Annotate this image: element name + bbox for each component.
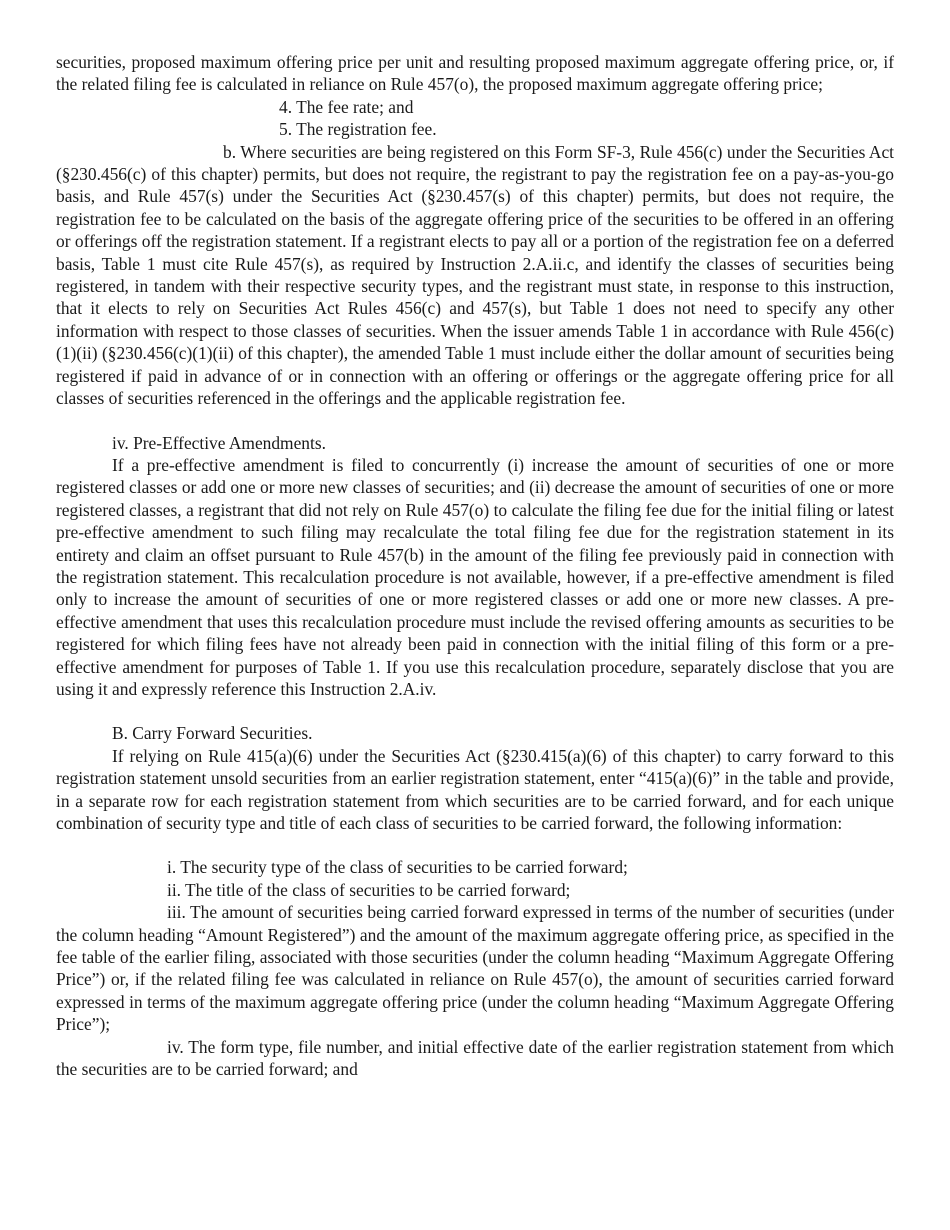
list-item-fee-rate: 4. The fee rate; and (279, 96, 414, 117)
sub-item-ii: ii. The title of the class of securities to be carried forward; (167, 879, 571, 900)
sub-item-iv: iv. The form type, file number, and initial effective date of the earlier registration statement from which the securities are to be carried forward; and (56, 1036, 894, 1080)
sub-item-i: i. The security type of the class of securities to be carried forward; (167, 857, 628, 878)
item-b-paragraph: b. Where securities are being registered on this Form SF-3, Rule 456(c) under the Securities Act (§230.456(c) of this chapter) permits, but does not require, the registrant to pay the registration fee on a pay-as-you-go basis, and Rule 457(s) under the Securities Act (§230.457(s) of this chapter) permits, but does not require, the registration fee to be calculated on the basis of the aggregate offering price of the securities to be offered in an offering or offerings off the registration statement. If a registrant elects to pay all or a portion of the registration fee on a deferred basis, Table 1 must cite Rule 457(s), as required by Instruction 2.A.ii.c, and identify the classes of securities being registered, in tandem with their respective security types, and the registrant must state, in response to this instruction, that it elects to rely on Securities Act Rules 456(c) and 457(s), but Table 1 does not need to specify any other information with respect to those classes of securities. When the issuer amends Table 1 in accordance with Rule 456(c)(1)(ii) (§230.456(c)(1)(ii) of this chapter), the amended Table 1 must include either the dollar amount of securities being registered if paid in advance of or in connection with an offering or offerings or the aggregate offering price for all classes of securities referenced in the offerings and the applicable registration fee. (56, 141, 894, 409)
intro-paragraph: securities, proposed maximum offering price per unit and resulting proposed maximum aggregate offering price, or, if the related filing fee is calculated in reliance on Rule 457(o), the proposed maximum aggregate offering price; (56, 52, 894, 95)
carry-forward-paragraph: If relying on Rule 415(a)(6) under the Securities Act (§230.415(a)(6) of this chapter) to carry forward to this registration statement unsold securities from an earlier registration statement, enter “415(a)(6)” in the table and provide, in a separate row for each registration statement from which securities are to be carried forward, and for each unique combination of security type and title of each class of securities to be carried forward, the following information: (56, 745, 894, 833)
heading-pre-effective-amendments: iv. Pre-Effective Amendments. (112, 432, 326, 453)
list-item-registration-fee: 5. The registration fee. (279, 119, 437, 140)
heading-carry-forward-securities: B. Carry Forward Securities. (112, 723, 313, 744)
document-body (56, 51, 894, 1080)
spacer (56, 410, 894, 432)
spacer (56, 700, 894, 722)
sub-item-iii: iii. The amount of securities being carried forward expressed in terms of the number of securities (under the column heading “Amount Registered”) and the amount of the maximum aggregate offering price, as specified in the fee table of the earlier filing, associated with those securities (under the column heading “Maximum Aggregate Offering Price”) or, if the related filing fee was calculated in reliance on Rule 457(o), the amount of securities carried forward expressed in terms of the maximum aggregate offering price (under the column heading “Maximum Aggregate Offering Price”); (56, 902, 894, 1035)
pre-effective-amendments-paragraph: If a pre-effective amendment is filed to concurrently (i) increase the amount of securities of one or more registered classes or add one or more new classes of securities; and (ii) decrease the amount of securities of one or more registered classes, a registrant that did not rely on Rule 457(o) to calculate the filing fee due for the initial filing or latest pre-effective amendment to such filing may recalculate the total filing fee due for the registration statement in its entirety and claim an offset pursuant to Rule 457(b) in the amount of the filing fee previously paid in connection with the registration statement. This recalculation procedure is not available, however, if a pre-effective amendment is filed only to increase the amount of securities of one or more registered classes or add one or more new classes. A pre-effective amendment that uses this recalculation procedure must include the revised offering amounts as securities to be registered for which filing fees have not already been paid in connection with the initial filing of this form or a pre-effective amendment for purposes of Table 1. If you use this recalculation procedure, separately disclose that you are using it and expressly reference this Instruction 2.A.iv. (56, 454, 894, 699)
spacer (56, 834, 894, 856)
